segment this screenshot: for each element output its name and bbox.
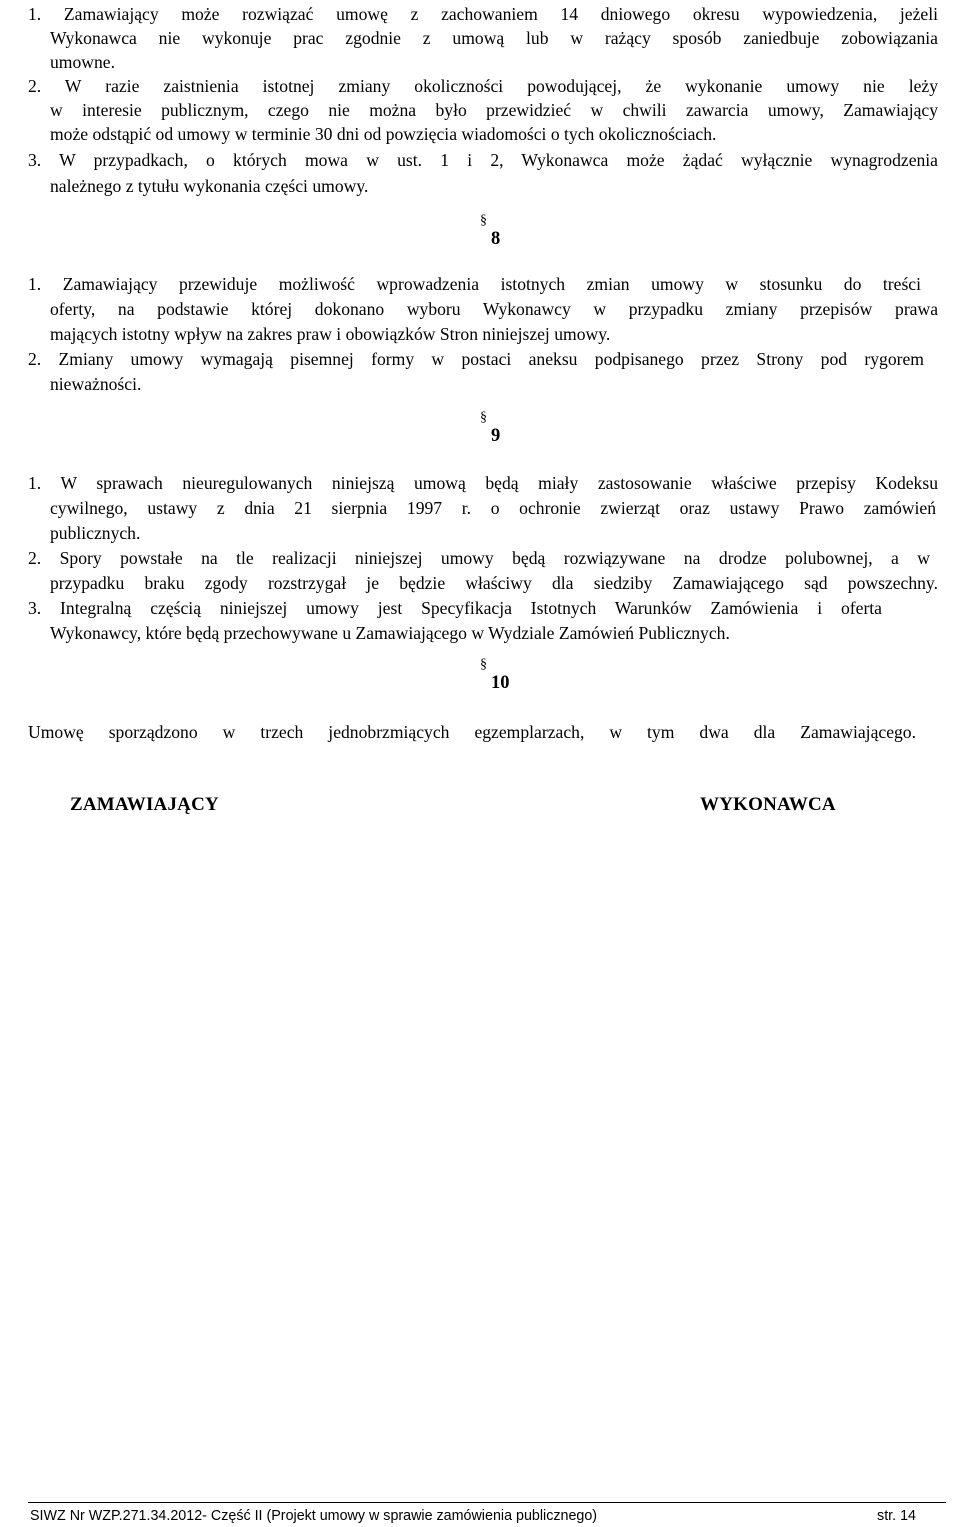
paragraph-line: 1. W sprawach nieuregulowanych niniejszą umową będą miały zastosowanie właściwe przepisy Kodeksu bbox=[28, 473, 938, 493]
section-number: 10 bbox=[491, 673, 510, 693]
page-footer bbox=[28, 1502, 946, 1524]
footer-document-reference: SIWZ Nr WZP.271.34.2012- Część II (Projekt umowy w sprawie zamówienia publicznego) bbox=[30, 1508, 598, 1524]
paragraph-line: mających istotny wpływ na zakres praw i obowiązków Stron niniejszej umowy. bbox=[50, 324, 611, 344]
paragraph-line: 2. Zmiany umowy wymagają pisemnej formy w postaci aneksu podpisanego przez Strony pod rygorem bbox=[28, 349, 924, 369]
paragraph-line: może odstąpić od umowy w terminie 30 dni od powzięcia wiadomości o tych okolicznościach. bbox=[50, 124, 717, 144]
paragraph-line: Wykonawcy, które będą przechowywane u Zamawiającego w Wydziale Zamówień Publicznych. bbox=[50, 623, 730, 643]
paragraph-sign: § bbox=[480, 213, 487, 228]
section-number: 8 bbox=[491, 229, 501, 249]
paragraph-line: Wykonawca nie wykonuje prac zgodnie z umową lub w rażący sposób zaniedbuje zobowiązania bbox=[50, 28, 938, 48]
paragraph-sign: § bbox=[480, 657, 487, 672]
paragraph-line: przypadku braku zgody rozstrzygał je będzie właściwy dla siedziby Zamawiającego sąd powszechny. bbox=[50, 573, 938, 593]
paragraph-line: w interesie publicznym, czego nie można było przewidzieć w chwili zawarcia umowy, Zamawiający bbox=[50, 100, 938, 120]
paragraph-line: 3. W przypadkach, o których mowa w ust. 1 i 2, Wykonawca może żądać wyłącznie wynagrodzenia bbox=[28, 150, 938, 170]
paragraph-line: 1. Zamawiający przewiduje możliwość wprowadzenia istotnych zmian umowy w stosunku do treści bbox=[28, 274, 921, 294]
paragraph-line: umowne. bbox=[50, 52, 115, 72]
paragraph-line: 2. Spory powstałe na tle realizacji niniejszej umowy będą rozwiązywane na drodze polubownej, a w bbox=[28, 548, 930, 568]
paragraph-line: Umowę sporządzono w trzech jednobrzmiących egzemplarzach, w tym dwa dla Zamawiającego. bbox=[28, 722, 916, 742]
paragraph-line: 1. Zamawiający może rozwiązać umowę z zachowaniem 14 dniowego okresu wypowiedzenia, jeżeli bbox=[28, 4, 938, 24]
footer-page-number: str. 14 bbox=[877, 1508, 916, 1524]
signature-label-contractor: WYKONAWCA bbox=[700, 794, 836, 815]
section-heading-9 bbox=[480, 410, 501, 448]
section-heading-10 bbox=[480, 657, 510, 695]
paragraph-line: należnego z tytułu wykonania części umowy. bbox=[50, 176, 369, 196]
signature-label-contracting-party: ZAMAWIAJĄCY bbox=[70, 794, 219, 815]
paragraph-line: nieważności. bbox=[50, 374, 142, 394]
section-heading-8 bbox=[480, 213, 501, 251]
paragraph-line: 2. W razie zaistnienia istotnej zmiany okoliczności powodującej, że wykonanie umowy nie leży bbox=[28, 76, 938, 96]
paragraph-line: 3. Integralną częścią niniejszej umowy jest Specyfikacja Istotnych Warunków Zamówienia i oferta bbox=[28, 598, 882, 618]
paragraph-line: publicznych. bbox=[50, 523, 141, 543]
paragraph-line: cywilnego, ustawy z dnia 21 sierpnia 1997 r. o ochronie zwierząt oraz ustawy Prawo zamówień bbox=[50, 498, 936, 518]
paragraph-line: oferty, na podstawie której dokonano wyboru Wykonawcy w przypadku zmiany przepisów prawa bbox=[50, 299, 938, 319]
section-number: 9 bbox=[491, 426, 501, 446]
paragraph-sign: § bbox=[480, 410, 487, 425]
